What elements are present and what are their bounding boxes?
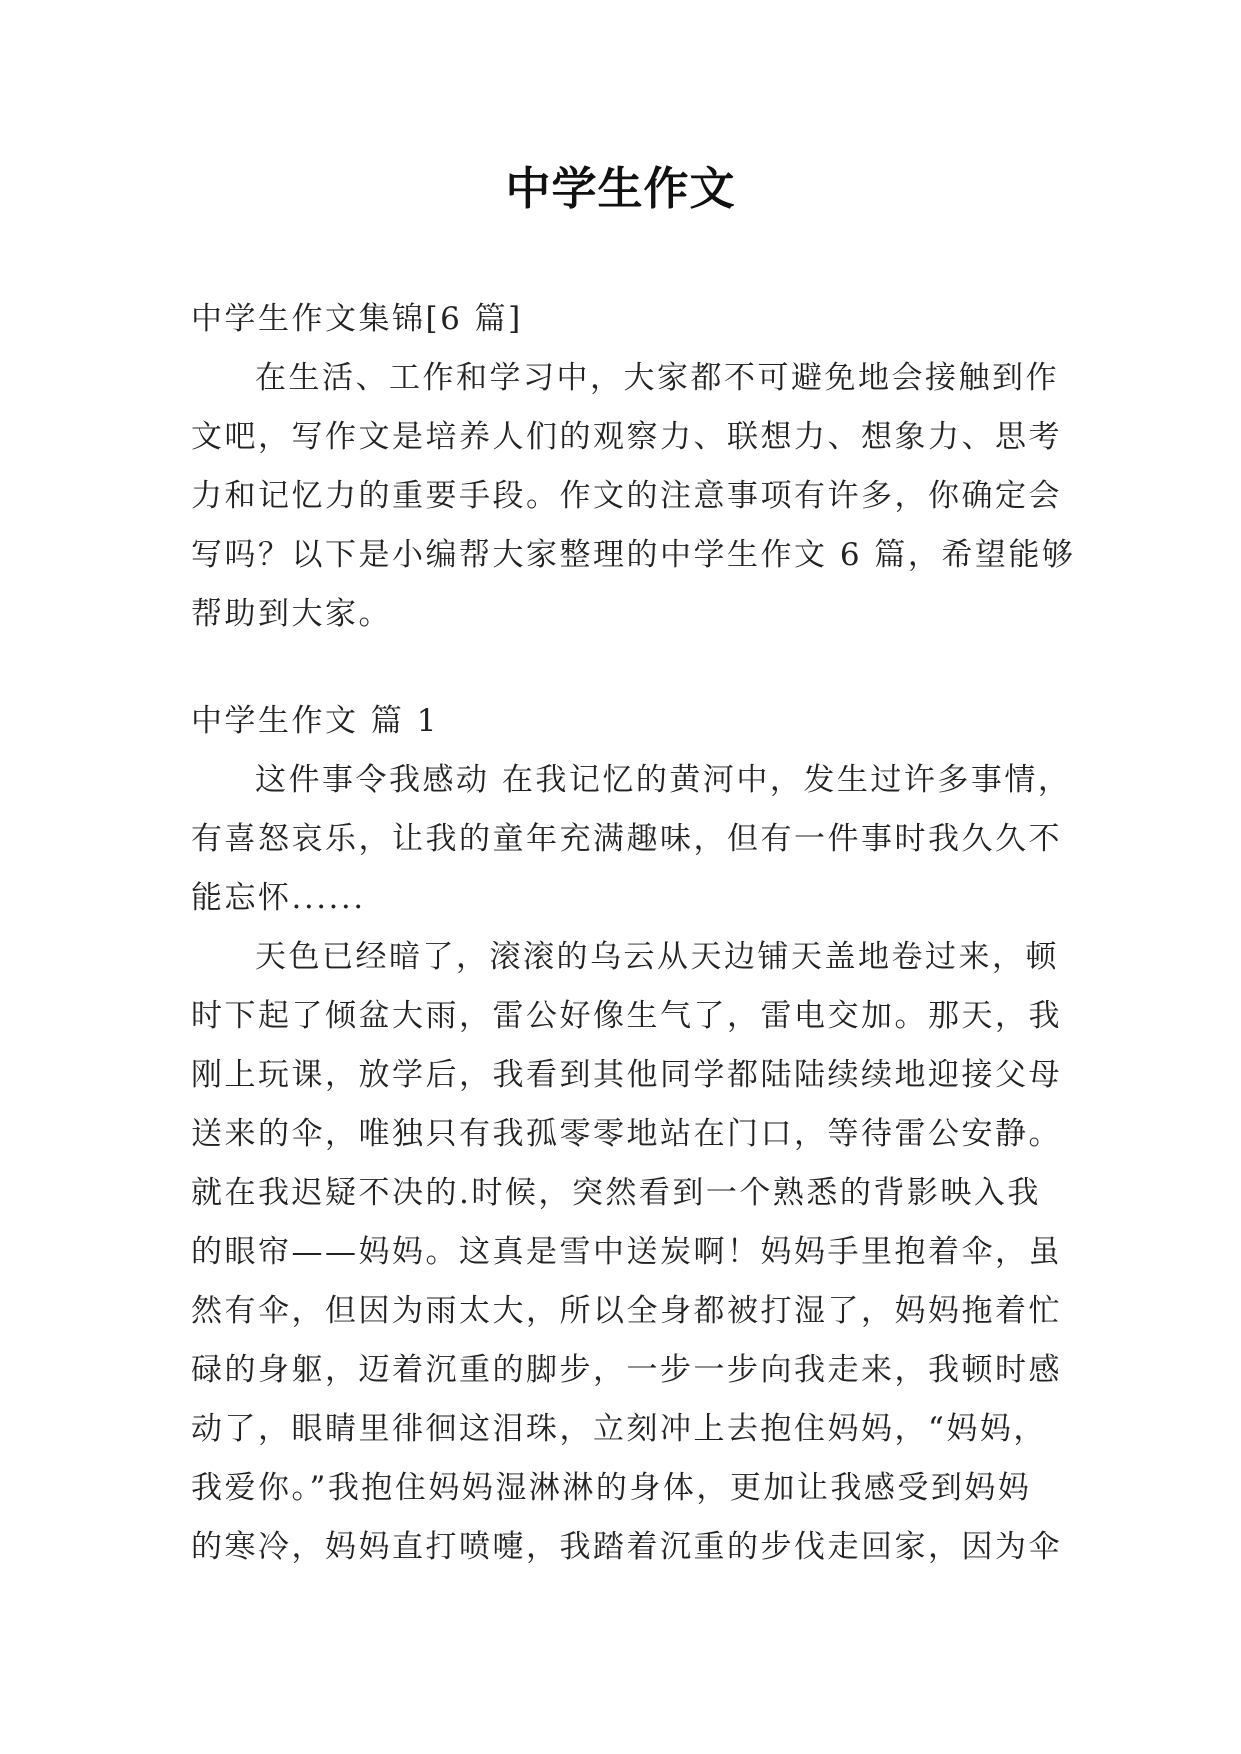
document-body (191, 290, 1076, 1577)
paragraph-line: 动了，眼睛里徘徊这泪珠，立刻冲上去抱住妈妈，“妈妈， (191, 1411, 1047, 1447)
intro-line: 帮助到大家。 (191, 596, 392, 632)
paragraph-line: 有喜怒哀乐，让我的童年充满趣味，但有一件事时我久久不 (191, 821, 1062, 857)
paragraph-line: 时下起了倾盆大雨，雷公好像生气了，雷电交加。那天，我 (191, 998, 1062, 1034)
intro-line: 力和记忆力的重要手段。作文的注意事项有许多，你确定会 (191, 478, 1062, 514)
paragraph-line: 就在我迟疑不决的.时候，突然看到一个熟悉的背影映入我 (191, 1175, 1041, 1211)
intro-paragraph (191, 349, 1076, 644)
intro-line: 文吧，写作文是培养人们的观察力、联想力、想象力、思考 (191, 419, 1062, 455)
document-title: 中学生作文 (505, 162, 736, 215)
paragraph-line: 天色已经暗了，滚滚的乌云从天边铺天盖地卷过来，顿 (255, 939, 1059, 975)
section1-paragraph-1 (191, 751, 1072, 928)
paragraph-line: 碌的身躯，迈着沉重的脚步，一步一步向我走来，我顿时感 (191, 1352, 1062, 1388)
section-heading: 中学生作文 篇 1 (191, 703, 439, 739)
section1-paragraph-2 (191, 928, 1062, 1577)
paragraph-line: 这件事令我感动 在我记忆的黄河中，发生过许多事情， (255, 762, 1072, 798)
paragraph-line: 能忘怀...... (191, 880, 366, 916)
paragraph-line: 的寒冷，妈妈直打喷嚏，我踏着沉重的步伐走回家，因为伞 (191, 1529, 1062, 1565)
section-spacer (191, 644, 1051, 692)
paragraph-line: 刚上玩课，放学后，我看到其他同学都陆陆续续地迎接父母 (191, 1057, 1062, 1093)
paragraph-line: 我爱你。”我抱住妈妈湿淋淋的身体，更加让我感受到妈妈 (191, 1470, 1032, 1506)
collection-heading: 中学生作文集锦[6 篇] (191, 301, 523, 337)
paragraph-line: 的眼帘——妈妈。这真是雪中送炭啊！妈妈手里抱着伞，虽 (191, 1234, 1062, 1270)
paragraph-line: 送来的伞，唯独只有我孤零零地站在门口，等待雷公安静。 (191, 1116, 1062, 1152)
paragraph-line: 然有伞，但因为雨太大，所以全身都被打湿了，妈妈拖着忙 (191, 1293, 1062, 1329)
intro-line: 在生活、工作和学习中，大家都不可避免地会接触到作 (255, 360, 1059, 396)
intro-line: 写吗？以下是小编帮大家整理的中学生作文 6 篇，希望能够 (191, 537, 1076, 573)
